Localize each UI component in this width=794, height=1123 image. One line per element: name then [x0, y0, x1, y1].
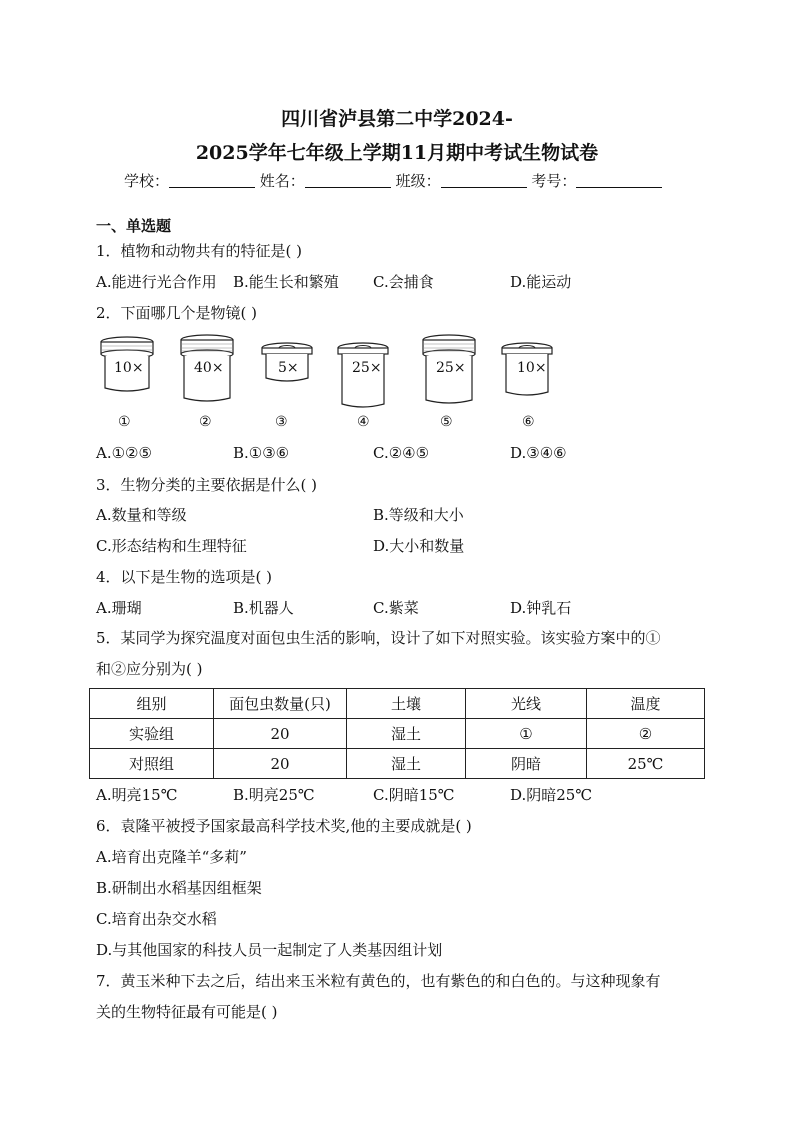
- table-header-cell: 组别: [90, 689, 214, 719]
- table-cell: ②: [587, 719, 705, 749]
- lens-1-number: ①: [118, 414, 131, 430]
- question-5-stem-line1: 5．某同学为探究温度对面包虫生活的影响，设计了如下对照实验。该实验方案中的①: [96, 629, 661, 647]
- lens-5-number: ⑤: [440, 414, 453, 430]
- lens-2-magnification: 40×: [194, 360, 224, 376]
- table-header-row: [90, 689, 705, 719]
- q4-option-b: B.机器人: [233, 599, 294, 617]
- q1-option-d: D.能运动: [510, 273, 572, 291]
- table-cell: 湿土: [347, 749, 466, 779]
- school-blank[interactable]: [169, 173, 255, 188]
- q3-option-a: A.数量和等级: [96, 506, 187, 524]
- table-cell: 20: [214, 749, 347, 779]
- question-1-stem: 1．植物和动物共有的特征是( ): [96, 242, 303, 260]
- table-cell: 对照组: [90, 749, 214, 779]
- name-label: 姓名：: [259, 172, 305, 190]
- school-label: 学校：: [124, 172, 170, 190]
- q2-option-c: C.②④⑤: [373, 444, 430, 462]
- q1-option-c: C.会捕食: [373, 273, 434, 291]
- lens-6-number: ⑥: [522, 414, 535, 430]
- q2-option-b: B.①③⑥: [233, 444, 290, 462]
- q3-option-b: B.等级和大小: [373, 506, 464, 524]
- q4-option-c: C.紫菜: [373, 599, 419, 617]
- table-row: [90, 749, 705, 779]
- exam-number-blank[interactable]: [576, 173, 662, 188]
- lens-3-magnification: 5×: [278, 360, 299, 376]
- lens-5-magnification: 25×: [436, 360, 466, 376]
- table-cell: 实验组: [90, 719, 214, 749]
- table-cell: 湿土: [347, 719, 466, 749]
- table-header-cell: 光线: [466, 689, 587, 719]
- q5-option-a: A.明亮15℃: [96, 786, 178, 804]
- question-2-stem: 2．下面哪几个是物镜( ): [96, 304, 258, 322]
- lens-2-number: ②: [199, 414, 212, 430]
- lens-3-number: ③: [275, 414, 288, 430]
- question-6-stem: 6．袁隆平被授予国家最高科学技术奖,他的主要成就是( ): [96, 817, 472, 835]
- question-4-stem: 4．以下是生物的选项是( ): [96, 568, 273, 586]
- name-blank[interactable]: [305, 173, 391, 188]
- lens-4-number: ④: [357, 414, 370, 430]
- table-row: [90, 719, 705, 749]
- lens-4-magnification: 25×: [352, 360, 382, 376]
- table-header-cell: 温度: [587, 689, 705, 719]
- q1-option-a: A.能进行光合作用: [96, 273, 217, 291]
- question-7-stem-line1: 7．黄玉米种下去之后，结出来玉米粒有黄色的，也有紫色的和白色的。与这种现象有: [96, 972, 661, 990]
- q5-option-d: D.阴暗25℃: [510, 786, 593, 804]
- exam-title-line2: 2025学年七年级上学期11月期中考试生物试卷: [195, 142, 599, 164]
- table-header-cell: 面包虫数量(只): [214, 689, 347, 719]
- exam-title-line1: 四川省泸县第二中学2024-: [281, 108, 513, 130]
- table-cell: 阴暗: [466, 749, 587, 779]
- lens-1-magnification: 10×: [114, 360, 144, 376]
- exam-number-label: 考号：: [531, 172, 577, 190]
- table-header-cell: 土壤: [347, 689, 466, 719]
- q3-option-c: C.形态结构和生理特征: [96, 537, 247, 555]
- table-cell: 25℃: [587, 749, 705, 779]
- q4-option-a: A.珊瑚: [96, 599, 142, 617]
- q6-option-a: A.培育出克隆羊“多莉”: [96, 848, 247, 866]
- q6-option-b: B.研制出水稻基因组框架: [96, 879, 262, 897]
- class-label: 班级：: [395, 172, 441, 190]
- table-cell: ①: [466, 719, 587, 749]
- q6-option-c: C.培育出杂交水稻: [96, 910, 217, 928]
- q1-option-b: B.能生长和繁殖: [233, 273, 339, 291]
- question-7-stem-line2: 关的生物特征最有可能是( ): [96, 1003, 278, 1021]
- question-3-stem: 3．生物分类的主要依据是什么( ): [96, 476, 318, 494]
- class-blank[interactable]: [441, 173, 527, 188]
- q5-option-b: B.明亮25℃: [233, 786, 315, 804]
- q2-option-d: D.③④⑥: [510, 444, 567, 462]
- student-info-line: [124, 170, 662, 191]
- q3-option-d: D.大小和数量: [373, 537, 465, 555]
- q2-option-a: A.①②⑤: [96, 444, 152, 462]
- table-cell: 20: [214, 719, 347, 749]
- q4-option-d: D.钟乳石: [510, 599, 572, 617]
- question-5-stem-line2: 和②应分别为( ): [96, 660, 203, 678]
- section-title: 一、单选题: [96, 217, 172, 235]
- experiment-table: [89, 688, 705, 779]
- q6-option-d: D.与其他国家的科技人员一起制定了人类基因组计划: [96, 941, 443, 959]
- q5-option-c: C.阴暗15℃: [373, 786, 455, 804]
- lens-6-magnification: 10×: [517, 360, 547, 376]
